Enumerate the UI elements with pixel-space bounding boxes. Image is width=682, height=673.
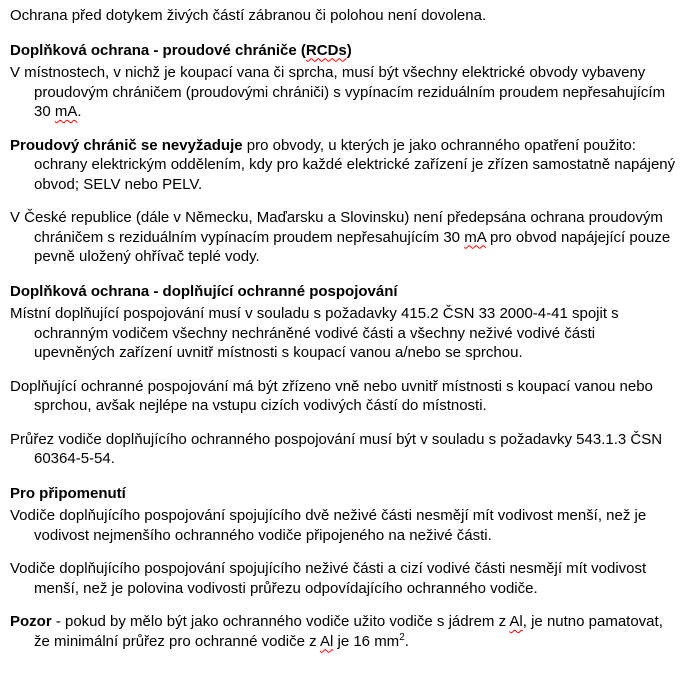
section-heading-bonding: Doplňková ochrana - doplňující ochranné pospojování xyxy=(10,282,398,300)
spellcheck-word: Al xyxy=(509,613,523,630)
spellcheck-word: mA xyxy=(464,228,486,246)
bonding-paragraph-2: Doplňující ochranné pospojování má být zřízeno vně nebo uvnitř místnosti s koupací vanou nebo sprchou, avšak nejlépe na vstupu cizích vodivých částí do místnosti. xyxy=(10,377,653,414)
spellcheck-word: mA xyxy=(54,103,78,120)
rcd-paragraph-3: V České republice (dále v Německu, Maďarsku a Slovinsku) není předepsána ochrana proudovým chráničem s reziduálním vypínacím proudem nepřesahujícím 30 mA pro obvod napájející pouze pevně uložený ohřívač teplé vody. xyxy=(10,209,671,265)
warning-paragraph: Pozor - pokud by mělo být jako ochranného vodiče užito vodiče s jádrem z Al, je nutno pamatovat, že minimální průřez pro ochranné vodiče z Al je 16 $mm^2$. xyxy=(10,613,663,650)
superscript: 2 xyxy=(399,631,405,643)
spellcheck-word: Al xyxy=(319,632,334,650)
rcd-paragraph-2: Proudový chránič se nevyžaduje pro obvody, u kterých je jako ochranného opatření použito: ochrany elektrickým oddělením, kdy pro každé elektrické zařízení je zřízen samostatně napájený obvod; SELV nebo PELV. xyxy=(10,136,676,193)
section-heading-rcd: Doplňková ochrana - proudové chrániče (RCDs) xyxy=(10,41,352,59)
spellcheck-word: RCDs xyxy=(305,41,347,59)
reminder-paragraph-1: Vodiče doplňujícího pospojování spojujícího dvě neživé části nesmějí mít vodivost menší, než je vodivost nejmenšího ochranného vodiče připojeného na neživé části. xyxy=(10,507,647,544)
document-page xyxy=(10,0,678,651)
bonding-paragraph-1: Místní doplňující pospojování musí v souladu s požadavky 415.2 ČSN 33 2000-4-41 spojit s ochranným vodičem všechny nechráněné vodivé části a všechny neživé vodivé části upevněných zařízení uvnitř místnosti s koupací vanou a/nebo se sprchou. xyxy=(10,305,619,361)
reminder-paragraph-2: Vodiče doplňujícího pospojování spojujícího neživé části a cizí vodivé části nesmějí mít vodivost menší, než je polovina vodivosti průřezu odpovídajícího ochranného vodiče. xyxy=(10,560,647,597)
intro-paragraph: Ochrana před dotykem živých částí zábranou či polohou není dovolena. xyxy=(10,7,487,24)
rcd-paragraph-1: V místnostech, v nichž je koupací vana či sprcha, musí být všechny elektrické obvody vybaveny proudovým chráničem (proudovými chrániči) s vypínacím reziduálním proudem nepřesahujícím 30 mA. xyxy=(10,64,666,120)
section-heading-reminder: Pro připomenutí xyxy=(10,484,126,502)
bonding-paragraph-3: Průřez vodiče doplňujícího ochranného pospojování musí být v souladu s požadavky 543.1.3 ČSN 60364-5-54. xyxy=(10,430,663,467)
